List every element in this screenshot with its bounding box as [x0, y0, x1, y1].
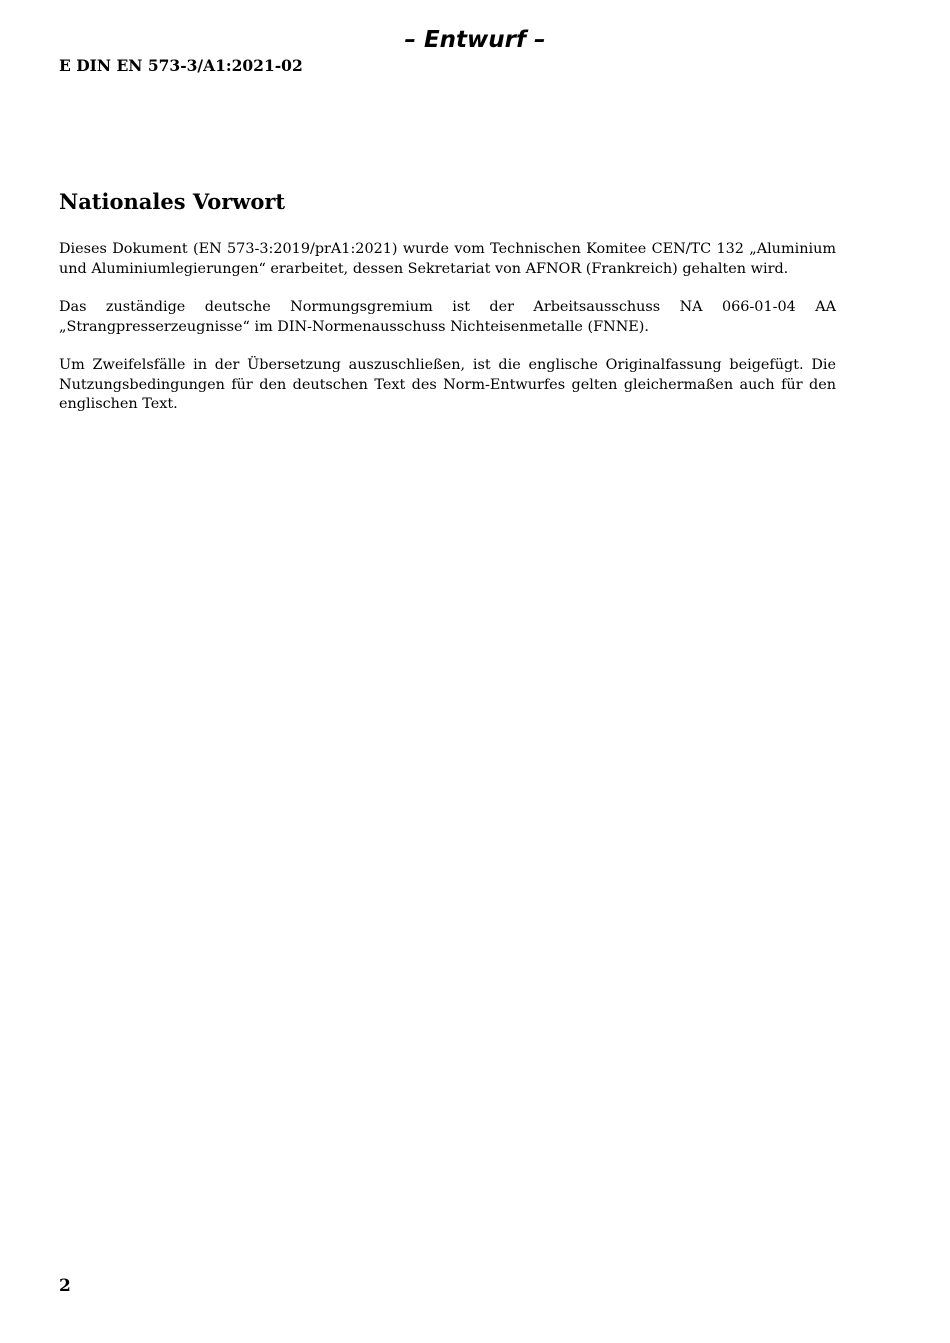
document-identifier: E DIN EN 573-3/A1:2021-02 — [59, 56, 303, 75]
draft-watermark-title: – Entwurf – — [404, 27, 546, 53]
foreword-body — [59, 240, 836, 434]
page-number: 2 — [59, 1276, 71, 1296]
paragraph-committee: Dieses Dokument (EN 573-3:2019/prA1:2021) wurde vom Technischen Komitee CEN/TC 132 „Aluminium und Aluminiumlegierungen“ erarbeitet, dessen Sekretariat von AFNOR (Frankreich) gehalten wird. — [59, 241, 836, 277]
section-heading: Nationales Vorwort — [59, 189, 286, 214]
paragraph-national-body: Das zuständige deutsche Normungsgremium ist der Arbeitsausschuss NA 066-01-04 AA „Strangpresserzeugnisse“ im DIN-Normenausschuss Nichteisenmetalle (FNNE). — [59, 299, 836, 335]
paragraph-translation-note: Um Zweifelsfälle in der Übersetzung auszuschließen, ist die englische Originalfassung beigefügt. Die Nutzungsbedingungen für den deutschen Text des Norm-Entwurfes gelten gleichermaßen auch für den englischen Text. — [59, 357, 836, 412]
